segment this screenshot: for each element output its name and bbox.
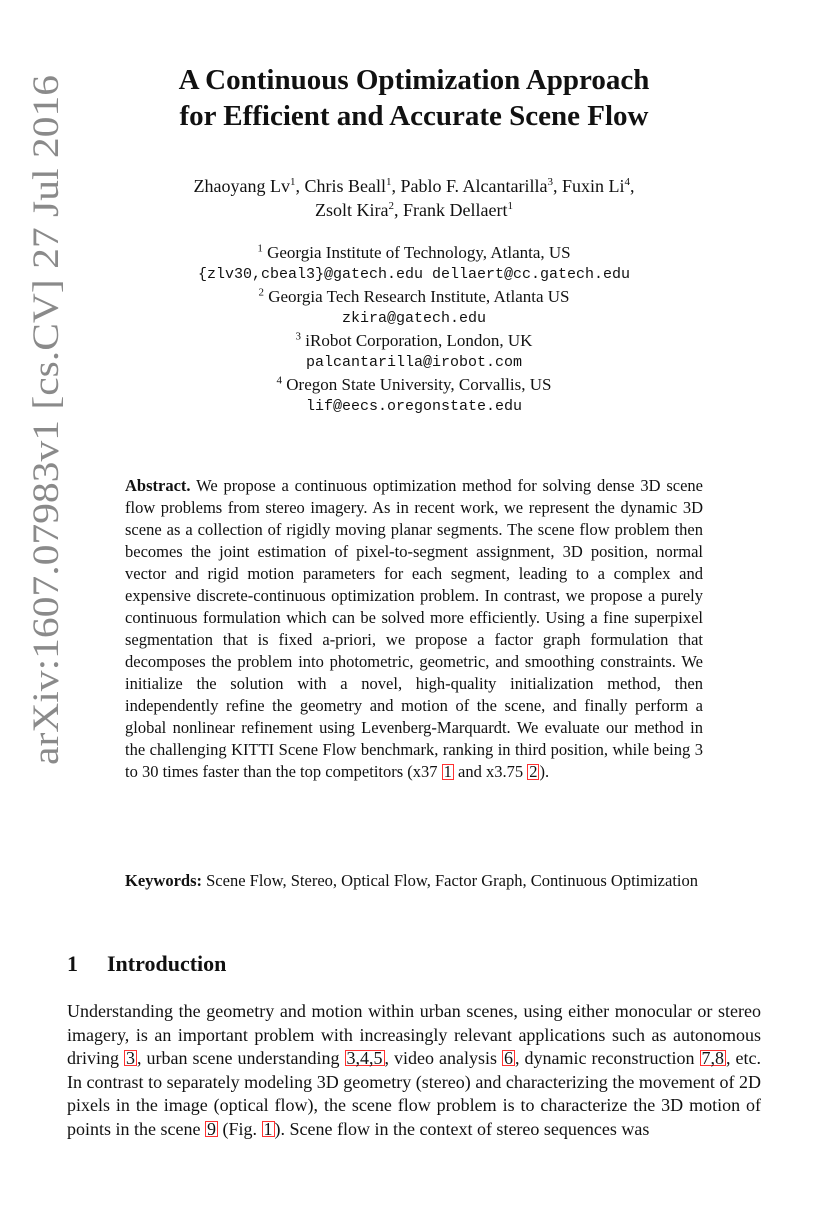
title-line-2: for Efficient and Accurate Scene Flow <box>179 100 649 132</box>
author-separator: , <box>630 176 635 196</box>
figure-ref-link[interactable]: 1 <box>263 1118 273 1139</box>
author-affil-mark: 2 <box>388 200 395 212</box>
affil-email-3[interactable]: palcantarilla@irobot.com <box>305 354 523 371</box>
section-heading <box>67 951 226 977</box>
intro-text: Understanding the geometry and motion within urban scenes, using either monocular or stereo imagery, is an important problem with increasingly relevant applications such as autonomous driving <box>67 1001 761 1068</box>
section-number: 1 <box>67 951 78 976</box>
intro-paragraph <box>67 1000 761 1141</box>
author-name: , Fuxin Li <box>553 176 625 196</box>
intro-text: , video analysis <box>384 1048 498 1068</box>
intro-text: , etc. In contrast to separately modeling 3D geometry (stereo) and characterizing the movement of 2D pixels in the image (optical flow), the scene flow problem is to characterize the 3D motion of points in the scene <box>67 1048 762 1139</box>
arxiv-stamp-text: arXiv:1607.07983v1 [cs.CV] 27 Jul 2016 <box>26 150 67 765</box>
affil-name: Georgia Institute of Technology, Atlanta, US <box>267 243 571 262</box>
citation-link[interactable]: 2 <box>529 762 538 781</box>
author-affil-mark: 3 <box>547 176 553 188</box>
citation-link[interactable]: 3 <box>126 1048 136 1068</box>
affil-mark: 4 <box>276 374 283 387</box>
arxiv-stamp <box>18 60 70 780</box>
intro-text: , dynamic reconstruction <box>515 1048 695 1068</box>
author-line-1 <box>0 174 828 198</box>
author-affil-mark: 1 <box>289 176 296 188</box>
author-name: , Frank Dellaert <box>394 200 508 220</box>
affiliation-2 <box>0 286 828 308</box>
citation-link[interactable]: 9 <box>206 1118 216 1139</box>
citation-link[interactable]: 3,4,5 <box>346 1048 383 1068</box>
affil-mark: 2 <box>258 286 264 299</box>
abstract-label: Abstract. <box>125 476 191 495</box>
affil-email-2[interactable]: zkira@gatech.edu <box>341 310 487 327</box>
affil-mark: 1 <box>257 242 263 255</box>
abstract-text-mid: and x3.75 <box>458 762 524 781</box>
affil-name: Oregon State University, Corvallis, US <box>286 375 552 394</box>
author-name: Zsolt Kira <box>315 200 389 220</box>
section-title: Introduction <box>107 951 227 976</box>
affiliation-1 <box>0 242 828 264</box>
affil-email-4[interactable]: lif@eecs.oregonstate.edu <box>305 398 523 415</box>
citation-link[interactable]: 1 <box>443 762 452 781</box>
abstract <box>125 475 703 783</box>
intro-text: , urban scene understanding <box>137 1048 340 1068</box>
keywords-label: Keywords: <box>125 871 202 890</box>
intro-text: (Fig. <box>222 1118 257 1139</box>
author-name: , Pablo F. Alcantarilla <box>391 176 548 196</box>
affiliation-3 <box>0 330 828 352</box>
abstract-text: We propose a continuous optimization method for solving dense 3D scene flow problems from stereo imagery. As in recent work, we represent the dynamic 3D scene as a collection of rigidly moving planar segments. The scene flow problem then becomes the joint estimation of pixel-to-segment assignment, 3D position, normal vector and rigid motion parameters for each segment, leading to a complex and expensive discrete-continuous optimization problem. In contrast, we propose a purely continuous formulation which can be solved more efficiently. Using a fine superpixel segmentation that is fixed a-priori, we propose a factor graph formulation that decomposes the problem into photometric, geometric, and smoothing constraints. We initialize the solution with a novel, high-quality initialization method, then independently refine the geometry and motion of the scene, and finally perform a global nonlinear refinement using Levenberg-Marquardt. We evaluate our method in the challenging KITTI Scene Flow benchmark, ranking in third position, while being 3 to 30 times faster than the top competitors (x37 <box>125 476 703 781</box>
keywords-text: Scene Flow, Stereo, Optical Flow, Factor Graph, Continuous Optimization <box>206 871 698 890</box>
keywords <box>125 870 703 892</box>
affil-mark: 3 <box>295 330 302 343</box>
author-affil-mark: 4 <box>624 176 631 188</box>
author-line-2 <box>0 198 828 222</box>
author-name: Zhaoyang Lv <box>193 176 290 196</box>
paper-title <box>0 62 828 134</box>
intro-text: ). Scene flow in the context of stereo sequences was <box>274 1118 650 1139</box>
affil-email-1[interactable]: {zlv30,cbeal3}@gatech.edu dellaert@cc.gatech.edu <box>197 266 631 283</box>
citation-link[interactable]: 6 <box>504 1048 514 1068</box>
affiliation-4 <box>0 374 828 396</box>
abstract-text-end: ). <box>539 762 550 781</box>
author-list <box>0 174 828 222</box>
affil-name: Georgia Tech Research Institute, Atlanta US <box>268 287 570 306</box>
author-affil-mark: 1 <box>385 176 392 188</box>
author-name: , Chris Beall <box>295 176 386 196</box>
title-line-1: A Continuous Optimization Approach <box>178 64 650 96</box>
affil-name: iRobot Corporation, London, UK <box>305 331 533 350</box>
affiliations <box>0 242 828 418</box>
author-affil-mark: 1 <box>507 200 513 212</box>
citation-link[interactable]: 7,8 <box>701 1048 725 1068</box>
